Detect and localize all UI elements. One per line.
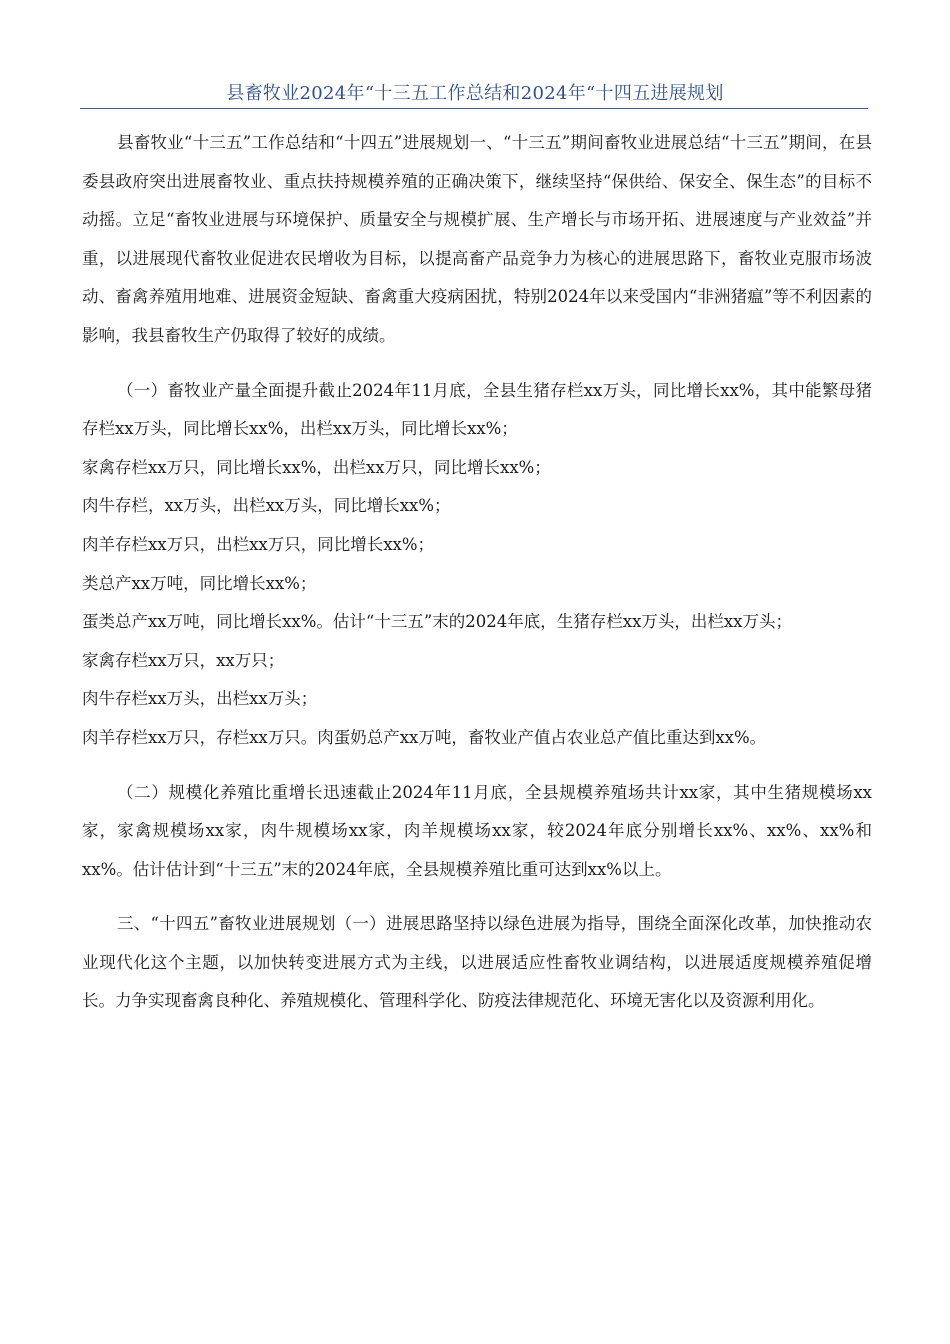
- line-poultry: 家禽存栏xx万只，同比增长xx%，出栏xx万只，同比增长xx%；: [82, 457, 551, 477]
- paragraph-summary: 县畜牧业“十三五”工作总结和“十四五”进展规划一、“十三五”期间畜牧业进展总结“十三五”期间，在县委县政府突出进展畜牧业、重点扶持规模养殖的正确决策下，继续坚持“保供给、保安全、保生态”的目标不动摇。立足“畜牧业进展与环境保护、质量安全与规模扩展、生产增长与市场开拓、进展速度与产业效益”并重，以进展现代畜牧业促进农民增收为目标，以提高畜产品竞争力为核心的进展思路下，畜牧业克服市场波动、畜禽养殖用地难、进展资金短缺、畜禽重大疫病困扰，特别2024年以来受国内“非洲猪瘟”等不利因素的影响，我县畜牧生产仍取得了较好的成绩。: [82, 133, 872, 345]
- line-sheep-forecast: 肉羊存栏xx万只，存栏xx万只。肉蛋奶总产xx万吨，畜牧业产值占农业总产值比重达到xx%。: [82, 727, 767, 747]
- line-mutton-sheep: 肉羊存栏xx万只，出栏xx万只，同比增长xx%；: [82, 534, 435, 554]
- line-cattle-forecast: 肉牛存栏xx万头，出栏xx万头；: [82, 689, 318, 709]
- paragraph-section-1: （一）畜牧业产量全面提升截止2024年11月底，全县生猪存栏xx万头，同比增长xx%，其中能繁母猪存栏xx万头，同比增长xx%，出栏xx万头，同比增长xx%；: [82, 380, 872, 439]
- document-title: 县畜牧业2024年“十三五工作总结和2024年“十四五进展规划: [226, 83, 724, 104]
- paragraph-section-2: （二）规模化养殖比重增长迅速截止2024年11月底，全县规模养殖场共计xx家，其中生猪规模场xx家，家禽规模场xx家，肉牛规模场xx家，肉羊规模场xx家，较2024年底分别增长xx%、xx%、xx%和xx%。估计估计到“十三五”末的2024年底，全县规模养殖比重可达到xx%以上。: [82, 782, 872, 879]
- document-body: [82, 124, 872, 1021]
- title-underline: [80, 108, 868, 109]
- line-poultry-forecast: 家禽存栏xx万只，xx万只；: [82, 650, 285, 670]
- paragraph-section-3: 三、“十四五”畜牧业进展规划（一）进展思路坚持以绿色进展为指导，围绕全面深化改革，加快推动农业现代化这个主题，以加快转变进展方式为主线，以进展适应性畜牧业调结构，以进展适度规模养殖促增长。力争实现畜禽良种化、养殖规模化、管理科学化、防疫法律规范化、环境无害化以及资源利用化。: [82, 914, 872, 1011]
- line-meat-output: 类总产xx万吨，同比增长xx%；: [82, 573, 317, 593]
- line-beef-cattle: 肉牛存栏，xx万头，出栏xx万头，同比增长xx%；: [82, 496, 451, 516]
- line-egg-output: 蛋类总产xx万吨，同比增长xx%。估计“十三五”末的2024年底，生猪存栏xx万头，出栏xx万头；: [82, 612, 792, 632]
